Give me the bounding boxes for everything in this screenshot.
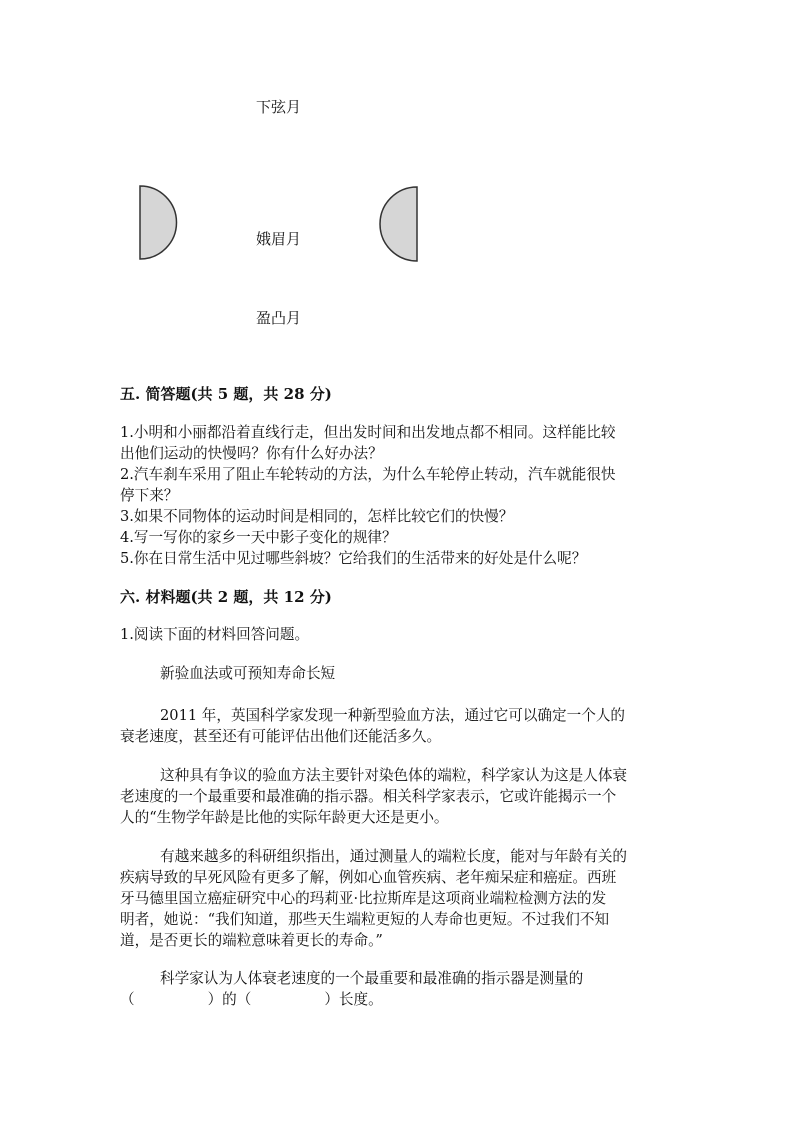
moon-label-gibbous: 盈凸月 [256, 309, 302, 327]
text-line: 2011 年，英国科学家发现一种新型验血方法，通过它可以确定一个人的 [160, 707, 626, 724]
left-half-moon-figure [376, 185, 420, 263]
text-line: 这种具有争议的验血方法主要针对染色体的端粒，科学家认为这是人体衰 [160, 767, 628, 784]
right-half-moon-figure [137, 184, 181, 262]
text-line: 老速度的一个最重要和最准确的指示器。相关科学家表示，它或许能揭示一个 [120, 788, 617, 805]
answer-blanks-line[interactable]: （ ）的（ ）长度。 [120, 991, 383, 1008]
article-paragraph-3 [120, 846, 627, 951]
text-line: 科学家认为人体衰老速度的一个最重要和最准确的指示器是测量的 [160, 970, 584, 987]
text-line: 牙马德里国立癌症研究中心的玛莉亚·比拉斯库是这项商业端粒检测方法的发 [120, 890, 607, 907]
text-line: 人的“生物学年龄是比他的实际年龄更大还是更小。 [120, 809, 449, 826]
text-line: 疾病导致的早死风险有更多了解，例如心血管疾病、老年痴呆症和癌症。西班 [120, 869, 617, 886]
text-line: 1.小明和小丽都沿着直线行走，但出发时间和出发地点都不相同。这样能比较 [120, 424, 616, 441]
text-line: 出他们运动的快慢吗？你有什么好办法？ [120, 445, 383, 462]
moon-label-crescent: 娥眉月 [256, 230, 302, 248]
article-paragraph-1 [120, 705, 625, 747]
question-5-1 [120, 422, 616, 569]
section6-heading: 六. 材料题(共 2 题，共 12 分) [120, 588, 332, 606]
text-line: 5.你在日常生活中见过哪些斜坡？它给我们的生活带来的好处是什么呢？ [120, 550, 587, 567]
text-line: 停下来？ [120, 487, 179, 504]
fill-in-question [120, 968, 583, 1010]
article-title: 新验血法或可预知寿命长短 [160, 665, 336, 682]
text-line: 2.汽车刹车采用了阻止车轮转动的方法，为什么车轮停止转动，汽车就能很快 [120, 466, 616, 483]
text-line: 明者，她说：“我们知道，那些天生端粒更短的人寿命也更短。不过我们不知 [120, 911, 610, 928]
text-line: 3.如果不同物体的运动时间是相同的，怎样比较它们的快慢？ [120, 508, 514, 525]
section6-q1-prompt: 1.阅读下面的材料回答问题。 [120, 626, 310, 643]
section5-heading: 五. 简答题(共 5 题，共 28 分) [120, 385, 332, 403]
article-paragraph-2 [120, 765, 627, 828]
text-line: 4.写一写你的家乡一天中影子变化的规律？ [120, 529, 397, 546]
moon-label-waning: 下弦月 [256, 98, 302, 116]
text-line: 道，是否更长的端粒意味着更长的寿命。” [120, 932, 383, 949]
text-line: 有越来越多的科研组织指出，通过测量人的端粒长度，能对与年龄有关的 [160, 848, 628, 865]
text-line: 衰老速度，甚至还有可能评估出他们还能活多久。 [120, 728, 442, 745]
